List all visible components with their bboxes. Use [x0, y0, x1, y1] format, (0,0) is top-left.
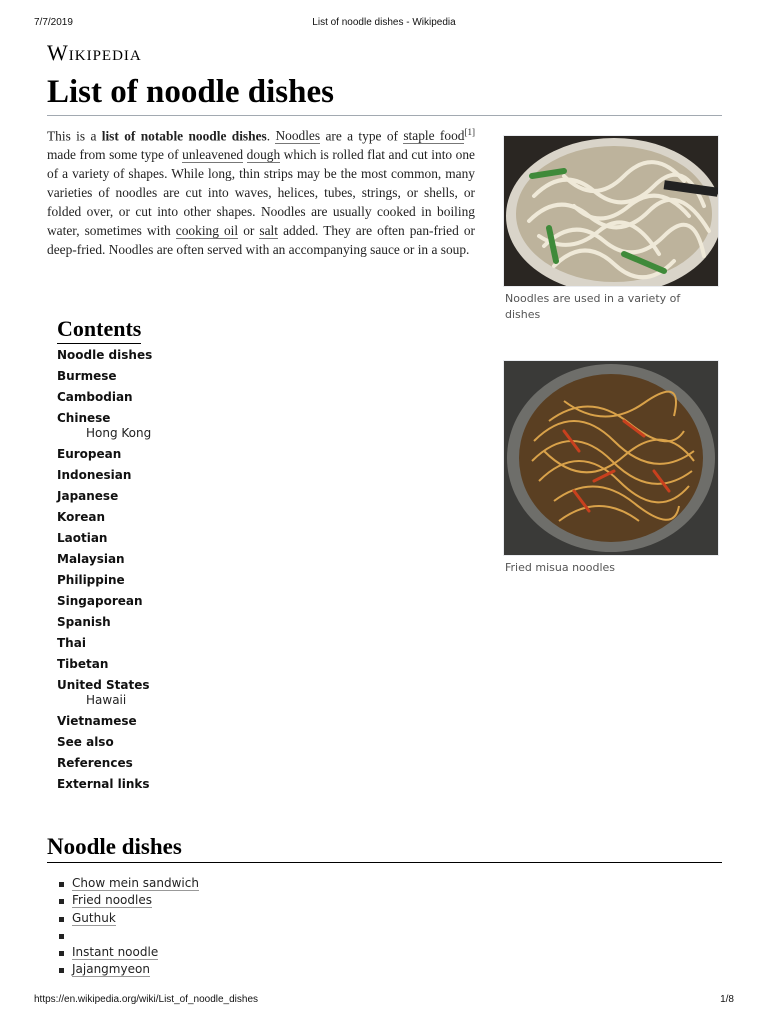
figure-caption: Fried misua noodles — [505, 561, 616, 574]
print-header — [0, 17, 768, 31]
table-of-contents — [57, 316, 357, 798]
toc-item-japanese[interactable]: Japanese — [57, 489, 119, 503]
reference-1[interactable]: [1] — [464, 127, 475, 137]
link-unleavened[interactable]: unleavened — [182, 147, 244, 163]
toc-item-united-states[interactable]: United States Hawaii — [57, 678, 357, 708]
toc-item-tibetan[interactable]: Tibetan — [57, 657, 109, 671]
toc-item-external-links[interactable]: External links — [57, 777, 150, 791]
page-number: 1/8 — [720, 994, 734, 1005]
figure-noodle-soup — [503, 135, 718, 323]
toc-item-singaporean[interactable]: Singaporean — [57, 594, 143, 608]
link-dough[interactable]: dough — [246, 147, 281, 163]
toc-item-see-also[interactable]: See also — [57, 735, 114, 749]
page-title: List of noodle dishes — [47, 74, 722, 116]
dish-link[interactable]: Jajangmyeon — [72, 962, 150, 977]
list-item — [57, 927, 199, 944]
toc-item-indonesian[interactable]: Indonesian — [57, 468, 132, 482]
dish-link[interactable]: Guthuk — [72, 910, 116, 925]
link-staple-food[interactable]: staple food — [403, 128, 465, 144]
fried-misua-image[interactable] — [503, 360, 719, 556]
figure-caption: Noodles are used in a variety of dishes — [505, 292, 681, 321]
print-title: List of noodle dishes - Wikipedia — [312, 17, 456, 28]
toc-item-korean[interactable]: Korean — [57, 510, 106, 524]
toc-item-philippine[interactable]: Philippine — [57, 573, 125, 587]
print-url[interactable]: https://en.wikipedia.org/wiki/List_of_noodle_dishes — [34, 994, 259, 1005]
toc-item-laotian[interactable]: Laotian — [57, 531, 108, 545]
link-noodles[interactable]: Noodles — [275, 128, 321, 144]
dish-link[interactable]: Fried noodles — [72, 893, 152, 908]
intro-paragraph: This is a list of notable noodle dishes. Noodles are a type of staple food[1] made from some type of unleavened dough which is rolled flat and cut into one of a variety of shapes. While long, thin strips may be the most common, many varieties of noodles are cut into waves, helices, tubes, strings, or shells, or folded over, or cut into other shapes. Noodles are usually cooked in boiling water, sometimes with cooking oil or salt added. They are often pan-fried or deep-fried. Noodles are often served with an accompanying sauce or in a soup. — [47, 127, 476, 258]
toc-item-references[interactable]: References — [57, 756, 133, 770]
link-cooking-oil[interactable]: cooking oil — [175, 223, 239, 239]
toc-item-chinese[interactable]: Chinese Hong Kong — [57, 411, 357, 441]
figure-fried-misua — [503, 360, 718, 576]
toc-title: Contents — [57, 316, 141, 344]
toc-item-thai[interactable]: Thai — [57, 636, 86, 650]
list-item — [57, 875, 199, 892]
section-heading-noodle-dishes: Noodle dishes — [47, 834, 722, 863]
toc-item-european[interactable]: European — [57, 447, 122, 461]
intro-bold: list of notable noodle dishes — [101, 128, 267, 144]
toc-subitem-hong-kong[interactable]: Hong Kong — [86, 426, 152, 440]
print-footer — [0, 994, 768, 1008]
list-item — [57, 910, 199, 927]
toc-subitem-hawaii[interactable]: Hawaii — [86, 693, 127, 707]
toc-item-noodle-dishes[interactable]: Noodle dishes — [57, 348, 153, 362]
dish-link[interactable]: Chow mein sandwich — [72, 876, 199, 890]
print-date: 7/7/2019 — [34, 17, 73, 28]
list-item — [57, 892, 199, 909]
list-item — [57, 944, 199, 961]
noodle-dish-list — [57, 875, 199, 979]
toc-item-malaysian[interactable]: Malaysian — [57, 552, 125, 566]
wikipedia-logo[interactable]: Wikipedia — [47, 40, 142, 65]
toc-item-burmese[interactable]: Burmese — [57, 369, 117, 383]
toc-item-spanish[interactable]: Spanish — [57, 615, 111, 629]
link-salt[interactable]: salt — [259, 223, 279, 239]
list-item — [57, 961, 199, 978]
toc-item-cambodian[interactable]: Cambodian — [57, 390, 133, 404]
toc-item-vietnamese[interactable]: Vietnamese — [57, 714, 137, 728]
noodle-soup-image[interactable] — [503, 135, 719, 287]
dish-link[interactable]: Instant noodle — [72, 945, 159, 960]
